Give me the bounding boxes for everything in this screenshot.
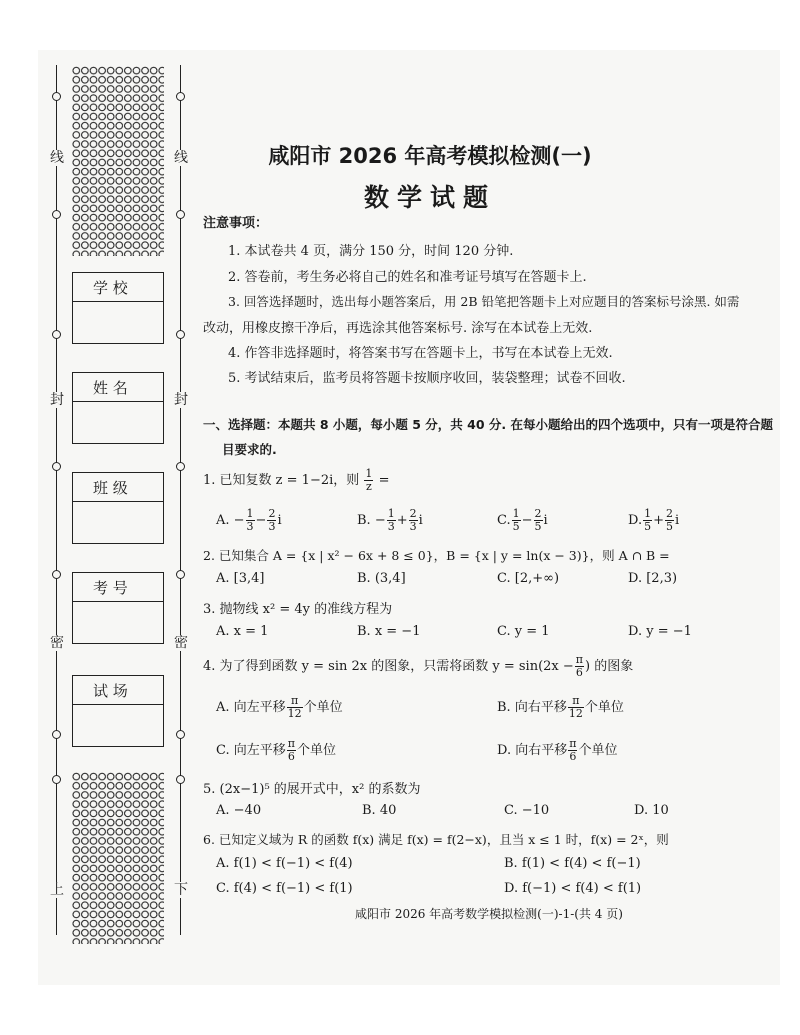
notice-item: 1. 本试卷共 4 页，满分 150 分，时间 120 分钟. bbox=[228, 244, 514, 259]
notice-item: 改动，用橡皮擦干净后，再选涂其他答案标号. 涂写在本试卷上无效. bbox=[203, 321, 593, 336]
q3-option-a[interactable]: A. x = 1 bbox=[216, 624, 269, 639]
binding-char: 下 bbox=[174, 882, 188, 898]
q6-option-d[interactable]: D. f(−1) < f(4) < f(1) bbox=[504, 881, 642, 896]
binding-hole bbox=[176, 570, 185, 579]
q3-option-b[interactable]: B. x = −1 bbox=[357, 624, 421, 639]
field-label-exam-number: 考 号 bbox=[73, 573, 163, 602]
q2-option-b[interactable]: B. (3,4] bbox=[357, 571, 406, 586]
q4-option-c[interactable]: C. 向左平移 $\frac{\pi}{6}$ 个单位 bbox=[216, 737, 336, 763]
q5-option-d[interactable]: D. 10 bbox=[634, 803, 669, 818]
page-footer: 咸阳市 2026 年高考数学模拟检测(一)-1-(共 4 页) bbox=[355, 907, 623, 921]
binding-hole bbox=[176, 775, 185, 784]
field-label-exam-room: 试 场 bbox=[73, 676, 163, 705]
field-label-class: 班 级 bbox=[73, 473, 163, 502]
question-2: 2. 已知集合 A = {x | x² − 6x + 8 ≤ 0}，B = {x | y = ln(x − 3)}，则 A ∩ B = bbox=[203, 548, 670, 563]
binding-hole bbox=[176, 462, 185, 471]
q2-option-c[interactable]: C. [2,+∞) bbox=[497, 571, 560, 586]
q6-option-c[interactable]: C. f(4) < f(−1) < f(1) bbox=[216, 881, 353, 896]
q3-option-c[interactable]: C. y = 1 bbox=[497, 624, 550, 639]
binding-hole bbox=[52, 92, 61, 101]
question-1: 1. 已知复数 z = 1−2i，则 $\frac{1}{z}$ = bbox=[203, 467, 390, 493]
field-label-school: 学 校 bbox=[73, 273, 163, 302]
field-box-school[interactable] bbox=[72, 272, 164, 344]
field-box-class[interactable] bbox=[72, 472, 164, 544]
section-heading-cont: 目要求的. bbox=[222, 442, 277, 457]
q4-option-a[interactable]: A. 向左平移 $\frac{\pi}{12}$ 个单位 bbox=[216, 694, 343, 720]
field-box-exam-number[interactable] bbox=[72, 572, 164, 644]
binding-char: 线 bbox=[50, 150, 64, 166]
q5-option-b[interactable]: B. 40 bbox=[362, 803, 397, 818]
q1-option-b[interactable]: B. − $\frac{1}{3}$ + $\frac{2}{3}$ i bbox=[357, 507, 423, 533]
q1-option-a[interactable]: A. − $\frac{1}{3}$ − $\frac{2}{3}$ i bbox=[216, 507, 282, 533]
dot-pattern-bottom bbox=[72, 772, 164, 944]
q6-option-b[interactable]: B. f(1) < f(4) < f(−1) bbox=[504, 856, 641, 871]
binding-char: 密 bbox=[174, 635, 188, 651]
binding-hole bbox=[52, 330, 61, 339]
q5-option-a[interactable]: A. −40 bbox=[216, 803, 262, 818]
q4-option-d[interactable]: D. 向右平移 $\frac{\pi}{6}$ 个单位 bbox=[497, 737, 618, 763]
q2-option-a[interactable]: A. [3,4] bbox=[216, 571, 265, 586]
binding-char: 封 bbox=[50, 392, 64, 408]
question-6: 6. 已知定义域为 R 的函数 f(x) 满足 f(x) = f(2−x)，且当 x ≤ 1 时，f(x) = 2ˣ，则 bbox=[203, 832, 669, 847]
q6-option-a[interactable]: A. f(1) < f(−1) < f(4) bbox=[216, 856, 353, 871]
field-label-name: 姓 名 bbox=[73, 373, 163, 402]
binding-char: 上 bbox=[50, 882, 64, 898]
field-box-exam-room[interactable] bbox=[72, 675, 164, 747]
question-3: 3. 抛物线 x² = 4y 的准线方程为 bbox=[203, 602, 393, 617]
q1-option-c[interactable]: C. $\frac{1}{5}$ − $\frac{2}{5}$ i bbox=[497, 507, 548, 533]
binding-hole bbox=[176, 730, 185, 739]
question-5: 5. (2x−1)⁵ 的展开式中，x² 的系数为 bbox=[203, 782, 421, 797]
q3-option-d[interactable]: D. y = −1 bbox=[628, 624, 692, 639]
q5-option-c[interactable]: C. −10 bbox=[504, 803, 550, 818]
notice-item: 5. 考试结束后，监考员将答题卡按顺序收回，装袋整理；试卷不回收. bbox=[228, 371, 626, 386]
exam-subtitle: 数学试题 bbox=[363, 183, 496, 212]
q4-option-b[interactable]: B. 向右平移 $\frac{\pi}{12}$ 个单位 bbox=[497, 694, 624, 720]
binding-char: 线 bbox=[174, 150, 188, 166]
binding-char: 密 bbox=[50, 635, 64, 651]
binding-hole bbox=[52, 462, 61, 471]
binding-hole bbox=[52, 570, 61, 579]
q2-option-d[interactable]: D. [2,3) bbox=[628, 571, 678, 586]
exam-title: 咸阳市 2026 年高考模拟检测(一) bbox=[268, 144, 592, 168]
notice-item: 3. 回答选择题时，选出每小题答案后，用 2B 铅笔把答题卡上对应题目的答案标号涂黑. 如需 bbox=[228, 294, 740, 309]
binding-hole bbox=[176, 92, 185, 101]
notice-item: 2. 答卷前，考生务必将自己的姓名和准考证号填写在答题卡上. bbox=[228, 270, 587, 285]
question-4: 4. 为了得到函数 y = sin 2x 的图象，只需将函数 y = sin(2x − $\frac{\pi}{6}$ ) 的图象 bbox=[203, 653, 634, 679]
q1-option-d[interactable]: D. $\frac{1}{5}$ + $\frac{2}{5}$ i bbox=[628, 507, 680, 533]
notice-heading: 注意事项： bbox=[203, 216, 269, 231]
section-heading: 一、选择题：本题共 8 小题，每小题 5 分，共 40 分. 在每小题给出的四个选项中，只有一项是符合题 bbox=[203, 417, 774, 432]
binding-hole bbox=[52, 730, 61, 739]
notice-item: 4. 作答非选择题时，将答案书写在答题卡上，书写在本试卷上无效. bbox=[228, 346, 613, 361]
binding-hole bbox=[176, 330, 185, 339]
binding-char: 封 bbox=[174, 392, 188, 408]
field-box-name[interactable] bbox=[72, 372, 164, 444]
binding-hole bbox=[52, 775, 61, 784]
